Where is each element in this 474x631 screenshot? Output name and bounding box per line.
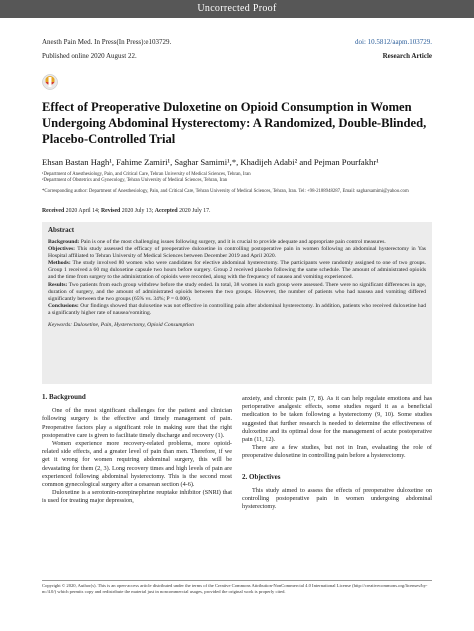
objectives-paragraph: This study aimed to assess the effects of preoperative duloxetine on controlling postoperative pain in women undergoing abdominal hysterectomy. [242,486,432,511]
background-paragraph-5: There are a few studies, but not in Iran, evaluating the role of preoperative duloxetine in controlling pain before a hysterectomy. [242,444,432,460]
background-paragraph-3: Duloxetine is a serotonin-norepinephrine reuptake inhibitor (SNRI) that is used for treating major depression, [42,489,232,505]
doi-link[interactable]: doi: 10.5812/aapm.103729. [355,38,432,46]
article-dates: Received 2020 April 14; Revised 2020 July 13; Accepted 2020 July 17. [42,208,211,214]
abstract-box [42,222,432,384]
crossmark-icon[interactable] [42,72,58,92]
article-type: Research Article [382,52,432,60]
affiliation-1: ¹Department of Anesthesiology, Pain, and Critical Care, Tehran University of Medical Sciences, Tehran, Iran [42,172,251,177]
abstract-conclusions: Conclusions: Our findings showed that duloxetine was not effective in controlling pain after abdominal hysterectomy. In addition, patients who received duloxetine had a significantly higher rate of nausea/vomiting. [48,302,426,316]
section-heading-background: 1. Background [42,393,86,401]
abstract-objectives: Objectives: This study assessed the efficacy of preoperative duloxetine in controlling postoperative pain in women following an abdominal hysterectomy in Yas Hospital affiliated to Tehran University of Medical Sciences between December 2019 and April 2020. [48,246,426,260]
keywords: Keywords: Duloxetine, Pain, Hysterectomy, Opioid Consumption [48,322,194,329]
abstract-methods: Methods: The study involved 80 women who were candidates for elective abdominal hysterectomy. The participants were randomly assigned to one of two groups. Group 1 received a 60 mg duloxetine capsule two hours before surgery. Group 2 received placebo following the same schedule. The amount of administrated opioids and the time from surgery to the administration of opioids were recorded, along with the frequency of nausea and vomiting experienced. [48,260,426,281]
published-date: Published online 2020 August 22. [42,52,137,60]
background-paragraph-2: Women experience more recovery-related problems, more opioid-related side effects, and a greater level of pain than men. Therefore, if we get it wrong for women requiring abdominal surgery, this will be devastating for them (2, 3). Long recovery times and high levels of pain are experienced following abdominal hysterectomy. This is the second most common gynecological surgery after a cesarean section (4-6). [42,440,232,489]
abstract-heading: Abstract [48,226,75,234]
background-paragraph-4: anxiety, and chronic pain (7, 8). As it can help regulate emotions and has perioperative analgesic effects, some studies regard it as a beneficial medication to be taken following a hysterectomy (9, 10). Some studies suggested that further research is needed to determine the effectiveness of duloxetine and its optimal dose for the management of acute postoperative pain (11, 12). [242,395,432,444]
article-title: Effect of Preoperative Duloxetine on Opioid Consumption in Women Undergoing Abdominal Hysterectomy: A Randomized, Double-Blinded, Placebo-Controlled Trial [42,100,427,146]
author-list: Ehsan Bastan Hagh¹, Fahime Zamiri¹, Saghar Samimi¹,*, Khadijeh Adabi² and Pejman Pourfakhr¹ [42,157,379,167]
background-paragraph-1: One of the most significant challenges for the patient and clinician following surgery is the effective and timely management of pain. Preoperative factors play a significant role in making sure that the right postoperative care is given to facilitate timely discharge and recovery (1). [42,407,232,439]
uncorrected-proof-banner: Uncorrected Proof [0,0,474,18]
copyright-footer: Copyright © 2020, Author(s). This is an open-access article distributed under the terms of the Creative Commons Attribution-NonCommercial 4.0 International License (http://creativecommons.org/licenses/by-nc/4.0/) which permits copy and redistribute the material just in noncommercial usages, provided the original work is properly cited. [42,580,432,595]
journal-citation: Anesth Pain Med. In Press(In Press):e103729. [42,38,172,46]
publication-info [42,52,432,60]
corresponding-author: *Corresponding author: Department of Anesthesiology, Pain, and Critical Care, Tehran University of Medical Sciences, Tehran, Iran. Tel: +98-2188948287, Email: sagharsamimi@yahoo.com [42,189,409,194]
abstract-background: Background: Pain is one of the most challenging issues following surgery, and it is crucial to provide adequate and appropriate pain control measures. [48,239,386,245]
right-column [242,395,432,511]
affiliation-2: ²Department of Obstetrics and Gynecology, Tehran University of Medical Sciences, Tehran, Iran [42,178,228,183]
abstract-results: Results: Two patients from each group withdrew before the study ended. In total, 38 women in each group were assessed. There were no significant differences in age, duration of surgery, and the amount of administrated opioids between the two groups. However, the number of patients who had nausea and vomiting differed significantly between the two groups (65% vs. 34%; P = 0.006). [48,281,426,302]
journal-header [42,38,432,46]
section-heading-objectives: 2. Objectives [242,472,281,481]
left-column [42,393,232,506]
